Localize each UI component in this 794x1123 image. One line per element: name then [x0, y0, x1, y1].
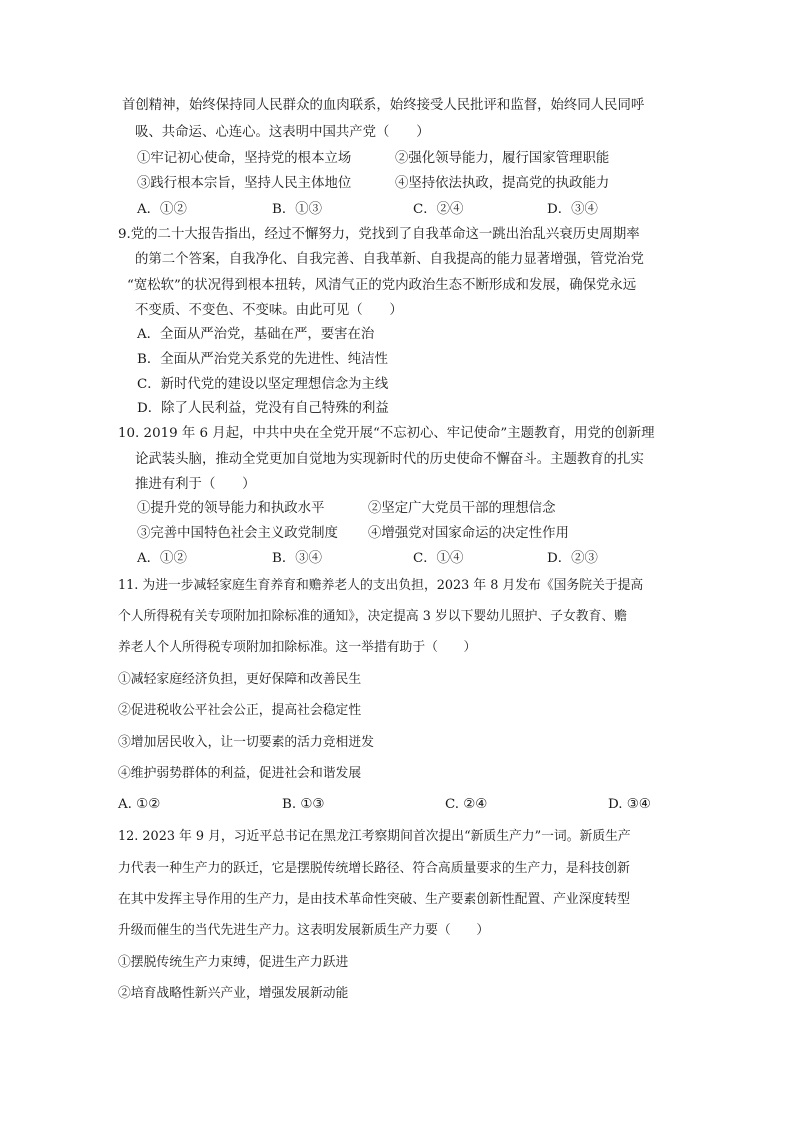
q11-item-1: ①减轻家庭经济负担，更好保障和改善民生 — [118, 672, 362, 687]
q10-item-3: ③完善中国特色社会主义政党制度 — [137, 526, 338, 541]
q10-choice-d: D．②③ — [547, 551, 598, 566]
q11-stem-line-2: 个人所得税有关专项附加扣除标准的通知》，决定提高 3 岁以下婴幼儿照护、子女教育、赡 — [118, 609, 627, 624]
q9-stem-line-4: 不变质、不变色、不变味。由此可见（ ） — [135, 303, 403, 318]
q8-choice-a: A．①② — [137, 202, 187, 217]
q8-choice-d: D．③④ — [547, 202, 598, 217]
q12-item-2: ②培育战略性新兴产业，增强发展新动能 — [118, 986, 349, 1001]
q8-item-2: ②强化领导能力，履行国家管理职能 — [395, 151, 610, 166]
q10-choice-c: C．①④ — [413, 551, 464, 566]
q10-stem-line-1: 10. 2019 年 6 月起，中共中央在全党开展“不忘初心、牢记使命”主题教育，用党的创新理 — [118, 426, 655, 441]
q9-choice-d: D．除了人民利益，党没有自己特殊的利益 — [137, 401, 389, 416]
q8-choice-c: C．②④ — [413, 202, 464, 217]
q11-choice-c: C. ②④ — [445, 797, 488, 812]
q11-item-2: ②促进税收公平社会公正，提高社会稳定性 — [118, 703, 362, 718]
q12-stem-line-1: 12. 2023 年 9 月，习近平总书记在黑龙江考察期间首次提出“新质生产力”一词。新质生产 — [118, 829, 631, 844]
q9-choice-a: A．全面从严治党，基础在严，要害在治 — [137, 327, 375, 342]
q11-stem-line-1: 11. 为进一步减轻家庭生育养育和赡养老人的支出负担，2023 年 8 月发布《国务院关于提高 — [118, 578, 644, 593]
q9-stem-line-2: 的第二个答案，自我净化、自我完善、自我革新、自我提高的能力显著增强，管党治党 — [135, 252, 644, 267]
q11-item-4: ④维护弱势群体的利益，促进社会和谐发展 — [118, 766, 362, 781]
q10-choice-a: A．①② — [137, 551, 187, 566]
q8-stem-line-2: 吸、共命运、心连心。这表明中国共产党（ ） — [135, 125, 430, 140]
q11-choice-b: B. ①③ — [282, 797, 325, 812]
q12-stem-line-4: 升级而催生的当代先进生产力。这表明发展新质生产力要（ ） — [118, 923, 490, 938]
q12-item-1: ①摆脱传统生产力束缚，促进生产力跃进 — [118, 955, 349, 970]
q9-choice-c: C．新时代党的建设以坚定理想信念为主线 — [137, 377, 389, 392]
q8-item-4: ④坚持依法执政，提高党的执政能力 — [395, 176, 610, 191]
q11-choice-d: D. ③④ — [608, 797, 651, 812]
q9-stem-line-1: 9.党的二十大报告指出，经过不懈努力，党找到了自我革命这一跳出治乱兴衰历史周期率 — [118, 227, 640, 242]
q8-choice-b: B．①③ — [272, 202, 323, 217]
q12-stem-line-3: 在其中发挥主导作用的生产力，是由技术革命性突破、生产要素创新性配置、产业深度转型 — [118, 892, 630, 907]
q8-stem-line-1: 首创精神，始终保持同人民群众的血肉联系，始终接受人民批评和监督，始终同人民同呼 — [122, 98, 645, 113]
q10-choice-b: B．③④ — [272, 551, 323, 566]
q8-item-1: ①牢记初心使命，坚持党的根本立场 — [137, 151, 352, 166]
q8-item-3: ③践行根本宗旨，坚持人民主体地位 — [137, 176, 352, 191]
q12-stem-line-2: 力代表一种生产力的跃迁，它是摆脱传统增长路径、符合高质量要求的生产力，是科技创新 — [118, 861, 630, 876]
q9-choice-b: B．全面从严治党关系党的先进性、纯洁性 — [137, 352, 388, 367]
q11-item-3: ③增加居民收入，让一切要素的活力竞相迸发 — [118, 735, 374, 750]
q10-item-1: ①提升党的领导能力和执政水平 — [137, 501, 325, 516]
q10-item-4: ④增强党对国家命运的决定性作用 — [368, 526, 569, 541]
q9-stem-line-3: “宽松软”的状况得到根本扭转，风清气正的党内政治生态不断形成和发展，确保党永远 — [127, 278, 637, 293]
q10-stem-line-2: 论武装头脑，推动全党更加自觉地为实现新时代的历史使命不懈奋斗。主题教育的扎实 — [135, 452, 644, 467]
q11-stem-line-3: 养老人个人所得税专项附加扣除标准。这一举措有助于（ ） — [118, 640, 477, 655]
q11-choice-a: A. ①② — [118, 797, 161, 812]
q10-item-2: ②坚定广大党员干部的理想信念 — [368, 501, 556, 516]
q10-stem-line-3: 推进有利于（ ） — [135, 477, 256, 492]
